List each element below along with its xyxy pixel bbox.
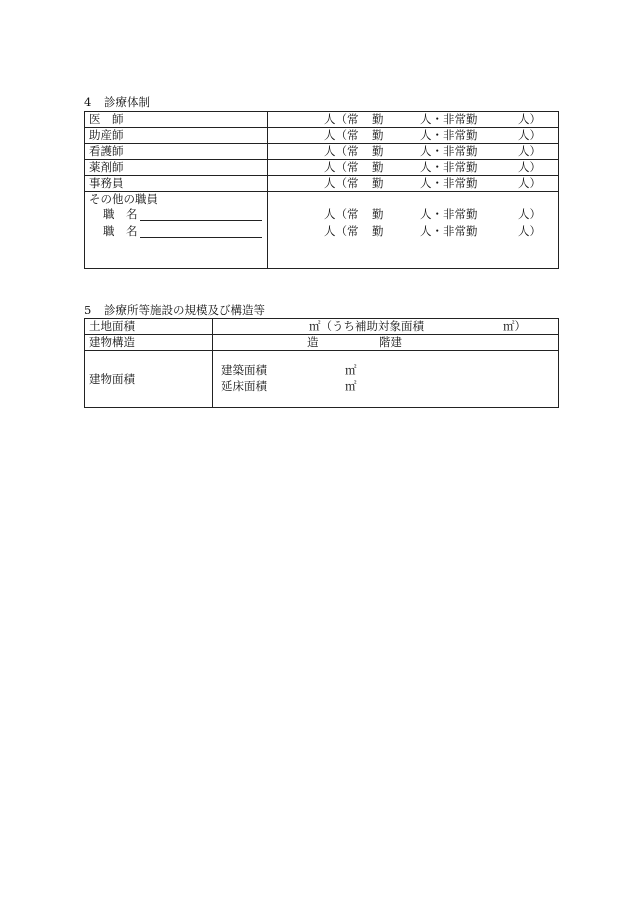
staff-label: 看護師 bbox=[85, 144, 268, 160]
section-4-title: 診療体制 bbox=[104, 95, 150, 109]
staff-row-pharmacist bbox=[85, 160, 559, 176]
job-title-label: 職 名 bbox=[103, 207, 138, 221]
staff-count-cell[interactable] bbox=[268, 160, 559, 176]
building-footprint-unit: ㎡ bbox=[345, 363, 357, 377]
staff-table bbox=[84, 111, 559, 269]
staff-label: 薬剤師 bbox=[85, 160, 268, 176]
floor-count-suffix: 階建 bbox=[379, 335, 402, 349]
land-area-unit: ㎡（うち補助対象面積 bbox=[309, 319, 424, 333]
count-close: 人） bbox=[518, 176, 541, 190]
job-title-line bbox=[89, 207, 263, 224]
count-close: 人） bbox=[518, 160, 541, 174]
count-full-time: 勤 bbox=[372, 224, 384, 238]
building-structure-label: 建物構造 bbox=[85, 335, 213, 351]
count-close: 人） bbox=[518, 144, 541, 158]
other-count-line-2 bbox=[272, 224, 554, 241]
staff-row-other bbox=[85, 192, 559, 269]
count-person: 人（常 bbox=[324, 144, 359, 158]
count-close: 人） bbox=[518, 207, 541, 221]
count-full-time: 勤 bbox=[372, 176, 384, 190]
other-staff-label-cell bbox=[85, 192, 268, 269]
section-5-number: 5 bbox=[84, 303, 92, 317]
count-close: 人） bbox=[518, 128, 541, 142]
staff-row-clerk bbox=[85, 176, 559, 192]
building-structure-value-cell[interactable] bbox=[213, 335, 559, 351]
section-5-heading bbox=[84, 302, 265, 318]
count-part-time: 人・非常勤 bbox=[420, 160, 478, 174]
count-person: 人（常 bbox=[324, 112, 359, 126]
staff-row-doctor bbox=[85, 112, 559, 128]
staff-label: 助産師 bbox=[85, 128, 268, 144]
count-part-time: 人・非常勤 bbox=[420, 224, 478, 238]
section-4-heading bbox=[84, 94, 150, 110]
staff-label: 医 師 bbox=[85, 112, 268, 128]
structure-type-suffix: 造 bbox=[307, 335, 319, 349]
total-floor-area-line bbox=[221, 379, 357, 394]
total-floor-area-unit: ㎡ bbox=[345, 379, 357, 393]
count-close: 人） bbox=[518, 224, 541, 238]
land-area-value-cell[interactable] bbox=[213, 319, 559, 335]
count-part-time: 人・非常勤 bbox=[420, 144, 478, 158]
count-full-time: 勤 bbox=[372, 207, 384, 221]
staff-label: 事務員 bbox=[85, 176, 268, 192]
count-person: 人（常 bbox=[324, 224, 359, 238]
job-title-input-2[interactable] bbox=[140, 237, 262, 238]
count-part-time: 人・非常勤 bbox=[420, 207, 478, 221]
land-area-label: 土地面積 bbox=[85, 319, 213, 335]
count-part-time: 人・非常勤 bbox=[420, 112, 478, 126]
count-full-time: 勤 bbox=[372, 112, 384, 126]
section-5-title: 診療所等施設の規模及び構造等 bbox=[104, 303, 265, 317]
job-title-label: 職 名 bbox=[103, 224, 138, 238]
count-full-time: 勤 bbox=[372, 128, 384, 142]
section-4-number: 4 bbox=[84, 95, 92, 109]
building-area-label: 建物面積 bbox=[85, 351, 213, 408]
count-full-time: 勤 bbox=[372, 160, 384, 174]
count-person: 人（常 bbox=[324, 128, 359, 142]
land-area-unit-close: ㎡） bbox=[503, 319, 526, 333]
other-staff-label: その他の職員 bbox=[89, 192, 158, 206]
staff-row-nurse bbox=[85, 144, 559, 160]
other-count-line-1 bbox=[272, 207, 554, 224]
count-full-time: 勤 bbox=[372, 144, 384, 158]
count-part-time: 人・非常勤 bbox=[420, 128, 478, 142]
job-title-input-1[interactable] bbox=[140, 220, 262, 221]
job-title-line bbox=[89, 224, 263, 241]
staff-count-cell[interactable] bbox=[268, 176, 559, 192]
count-person: 人（常 bbox=[324, 207, 359, 221]
staff-row-midwife bbox=[85, 128, 559, 144]
staff-count-cell[interactable] bbox=[268, 112, 559, 128]
total-floor-area-label: 延床面積 bbox=[221, 379, 267, 393]
building-structure-row bbox=[85, 335, 559, 351]
other-staff-count-cell[interactable] bbox=[268, 192, 559, 269]
staff-count-cell[interactable] bbox=[268, 128, 559, 144]
facility-table bbox=[84, 318, 559, 408]
building-area-value-cell[interactable] bbox=[213, 351, 559, 408]
building-footprint-label: 建築面積 bbox=[221, 363, 267, 377]
building-area-row bbox=[85, 351, 559, 408]
staff-count-cell[interactable] bbox=[268, 144, 559, 160]
building-footprint-line bbox=[221, 363, 357, 378]
land-area-row bbox=[85, 319, 559, 335]
count-part-time: 人・非常勤 bbox=[420, 176, 478, 190]
count-close: 人） bbox=[518, 112, 541, 126]
count-person: 人（常 bbox=[324, 160, 359, 174]
count-person: 人（常 bbox=[324, 176, 359, 190]
